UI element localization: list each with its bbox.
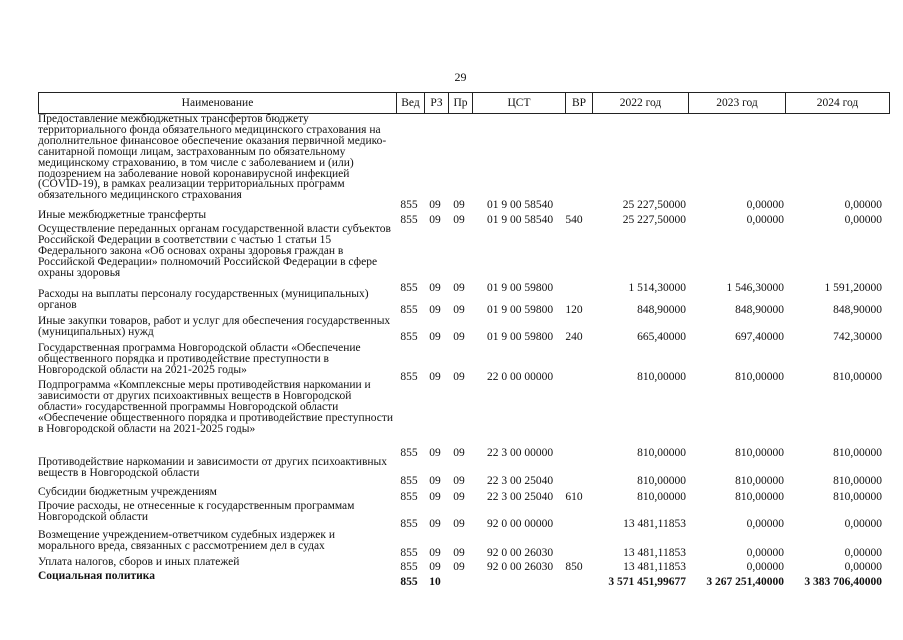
cell-pr: 09 xyxy=(453,475,465,487)
cell-pr: 09 xyxy=(453,331,465,343)
cell-y2024: 1 591,20000 xyxy=(824,282,882,294)
cell-y2022: 810,00000 xyxy=(637,475,686,487)
cell-ved: 855 xyxy=(400,491,418,503)
cell-y2023: 0,00000 xyxy=(746,214,784,226)
header-ved: Вед xyxy=(396,93,424,113)
table-row xyxy=(38,557,890,571)
cell-ved: 855 xyxy=(400,304,418,316)
row-name: Иные закупки товаров, работ и услуг для обеспечения государственных (муниципальных) нужд xyxy=(38,315,391,338)
cell-y2023: 810,00000 xyxy=(735,447,784,459)
cell-pr: 09 xyxy=(453,447,465,459)
page-number: 29 xyxy=(454,70,467,84)
cell-cst: 22 3 00 25040 xyxy=(486,491,554,503)
header-vr: ВР xyxy=(565,93,592,113)
cell-ved: 855 xyxy=(400,214,418,226)
cell-y2022: 13 481,11853 xyxy=(623,547,686,559)
table-row xyxy=(38,501,890,528)
table-row xyxy=(38,210,890,224)
table-row xyxy=(38,289,890,314)
cell-y2023: 810,00000 xyxy=(735,475,784,487)
cell-y2024: 848,90000 xyxy=(833,304,882,316)
header-rz: РЗ xyxy=(424,93,448,113)
cell-pr: 09 xyxy=(453,491,465,503)
cell-ved: 855 xyxy=(400,199,418,211)
header-2024: 2024 год xyxy=(785,93,889,113)
cell-ved: 855 xyxy=(400,371,418,383)
cell-ved: 855 xyxy=(400,561,418,573)
cell-pr: 09 xyxy=(453,518,465,530)
row-name: Прочие расходы, не отнесенные к государственным программам Новгородской области xyxy=(38,500,355,523)
cell-pr: 09 xyxy=(453,547,465,559)
cell-rz: 09 xyxy=(429,371,441,383)
cell-y2022: 810,00000 xyxy=(637,447,686,459)
header-pr: Пр xyxy=(448,93,472,113)
cell-rz: 09 xyxy=(429,491,441,503)
cell-y2023: 0,00000 xyxy=(746,547,784,559)
cell-ved: 855 xyxy=(400,331,418,343)
cell-y2024: 742,30000 xyxy=(833,331,882,343)
cell-pr: 09 xyxy=(453,561,465,573)
cell-y2024: 810,00000 xyxy=(833,475,882,487)
cell-rz: 09 xyxy=(429,199,441,211)
cell-cst: 22 3 00 00000 xyxy=(486,447,554,459)
cell-ved: 855 xyxy=(400,547,418,559)
cell-y2024: 0,00000 xyxy=(844,547,882,559)
cell-vr: 850 xyxy=(565,561,583,573)
cell-ved: 855 xyxy=(400,282,418,294)
cell-y2024: 0,00000 xyxy=(844,518,882,530)
cell-y2024: 810,00000 xyxy=(833,371,882,383)
cell-vr xyxy=(561,474,587,488)
cell-rz: 09 xyxy=(429,282,441,294)
cell-rz: 09 xyxy=(429,547,441,559)
cell-y2023: 3 267 251,40000 xyxy=(706,576,784,588)
cell-vr: 540 xyxy=(565,214,583,226)
cell-pr: 09 xyxy=(453,214,465,226)
cell-y2024: 0,00000 xyxy=(844,199,882,211)
cell-cst: 01 9 00 59800 xyxy=(486,304,554,316)
header-2022: 2022 год xyxy=(592,93,688,113)
table-row xyxy=(38,380,890,457)
cell-pr: 09 xyxy=(453,199,465,211)
cell-y2022: 3 571 451,99677 xyxy=(608,576,686,588)
table-row xyxy=(38,316,890,341)
row-name: Подпрограмма «Комплексные меры противодействия наркомании и зависимости от других психоактивных веществ в Новгородской области» государственной программы Новгородской области «Обеспечение общественного порядка и противодействие преступности в Новгородской области на 2021-2025 годы» xyxy=(38,379,394,435)
cell-vr xyxy=(561,517,587,531)
cell-rz: 09 xyxy=(429,561,441,573)
table-row xyxy=(38,571,890,586)
cell-cst: 92 0 00 26030 xyxy=(486,547,554,559)
row-name: Осуществление переданных органам государственной власти субъектов Российской Федерации в соответствии с частью 1 статьи 15 Федерального закона «Об основах охраны здоровья граждан в Российской Федерации» полномочий Российской Федерации в сфере охраны здоровья xyxy=(38,223,391,279)
row-name: Уплата налогов, сборов и иных платежей xyxy=(38,556,240,568)
cell-cst: 92 0 00 26030 xyxy=(486,561,554,573)
cell-y2023: 0,00000 xyxy=(746,199,784,211)
cell-ved: 855 xyxy=(400,518,418,530)
table-header xyxy=(38,92,890,114)
cell-ved: 855 xyxy=(400,475,418,487)
cell-y2022: 1 514,30000 xyxy=(628,282,686,294)
header-2023: 2023 год xyxy=(688,93,785,113)
cell-cst xyxy=(474,575,566,589)
cell-vr: 610 xyxy=(565,491,583,503)
cell-ved: 855 xyxy=(400,447,418,459)
cell-y2022: 13 481,11853 xyxy=(623,561,686,573)
cell-rz: 09 xyxy=(429,304,441,316)
cell-y2022: 848,90000 xyxy=(637,304,686,316)
cell-cst: 92 0 00 00000 xyxy=(486,518,554,530)
cell-y2022: 665,40000 xyxy=(637,331,686,343)
cell-y2023: 0,00000 xyxy=(746,561,784,573)
cell-y2024: 0,00000 xyxy=(844,561,882,573)
cell-y2024: 0,00000 xyxy=(844,214,882,226)
cell-y2023: 697,40000 xyxy=(735,331,784,343)
cell-vr xyxy=(561,575,587,589)
table-row xyxy=(38,114,890,209)
cell-y2022: 13 481,11853 xyxy=(623,518,686,530)
cell-vr: 120 xyxy=(565,304,583,316)
cell-y2023: 848,90000 xyxy=(735,304,784,316)
header-cst: ЦСТ xyxy=(472,93,565,113)
cell-y2023: 810,00000 xyxy=(735,371,784,383)
cell-rz: 09 xyxy=(429,447,441,459)
row-name: Противодействие наркомании и зависимости от других психоактивных веществ в Новгородской области xyxy=(38,456,388,479)
cell-cst: 01 9 00 59800 xyxy=(486,282,554,294)
cell-y2023: 0,00000 xyxy=(746,518,784,530)
cell-cst: 22 0 00 00000 xyxy=(486,371,554,383)
row-name: Государственная программа Новгородской области «Обеспечение общественного порядка и противодействие преступности в Новгородской области на 2021-2025 годы» xyxy=(38,342,361,376)
row-name: Расходы на выплаты персоналу государственных (муниципальных) органов xyxy=(38,288,369,311)
row-name: Иные межбюджетные трансферты xyxy=(38,209,207,221)
cell-ved: 855 xyxy=(400,576,418,588)
cell-cst: 01 9 00 59800 xyxy=(486,331,554,343)
cell-y2022: 25 227,50000 xyxy=(622,199,686,211)
cell-cst: 22 3 00 25040 xyxy=(486,475,554,487)
cell-y2022: 25 227,50000 xyxy=(622,214,686,226)
cell-vr: 240 xyxy=(565,331,583,343)
cell-rz: 09 xyxy=(429,518,441,530)
table-row xyxy=(38,343,890,381)
cell-pr: 09 xyxy=(453,371,465,383)
cell-y2022: 810,00000 xyxy=(637,371,686,383)
cell-pr: 09 xyxy=(453,282,465,294)
cell-cst: 01 9 00 58540 xyxy=(486,199,554,211)
cell-pr xyxy=(447,575,471,589)
row-name: Социальная политика xyxy=(38,570,155,582)
row-name: Возмещение учреждением-ответчиком судебных издержек и морального вреда, связанных с рассмотрением дел в судах xyxy=(38,529,335,552)
table-row xyxy=(38,457,890,485)
row-name: Субсидии бюджетным учреждениям xyxy=(38,486,217,498)
cell-y2023: 810,00000 xyxy=(735,491,784,503)
cell-rz: 09 xyxy=(429,475,441,487)
cell-y2024: 3 383 706,40000 xyxy=(804,576,882,588)
cell-y2023: 1 546,30000 xyxy=(726,282,784,294)
table-row xyxy=(38,487,890,501)
cell-y2024: 810,00000 xyxy=(833,447,882,459)
cell-rz: 09 xyxy=(429,331,441,343)
header-name: Наименование xyxy=(181,97,254,109)
cell-cst: 01 9 00 58540 xyxy=(486,214,554,226)
cell-pr: 09 xyxy=(453,304,465,316)
cell-y2022: 810,00000 xyxy=(637,491,686,503)
cell-rz: 10 xyxy=(429,576,441,588)
table-row xyxy=(38,224,890,292)
table-row xyxy=(38,530,890,557)
cell-y2024: 810,00000 xyxy=(833,491,882,503)
cell-rz: 09 xyxy=(429,214,441,226)
row-name: Предоставление межбюджетных трансфертов бюджету территориального фонда обязательного медицинского страхования на дополнительное финансовое обеспечение оказания первичной медико-санитарной помощи лицам, застрахованным по обязательному медицинскому страхованию, в том числе с заболеванием и (или) подозрением на заболевание новой коронавирусной инфекцией (COVID-19), в рамках реализации территориальных программ обязательного медицинского страхования xyxy=(38,113,387,202)
